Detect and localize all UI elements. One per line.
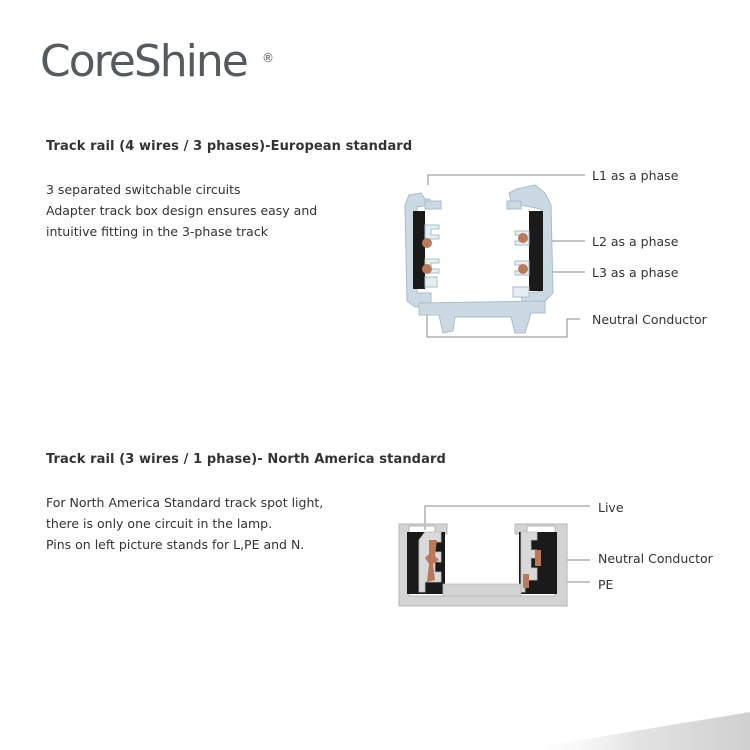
na-label-pe: PE — [598, 577, 614, 592]
na-section-title: Track rail (3 wires / 1 phase)- North America standard — [46, 452, 446, 467]
na-description-line: Pins on left picture stands for L,PE and N. — [46, 537, 305, 552]
eu-contact-l2 — [518, 233, 528, 243]
eu-track-rail-diagram — [395, 165, 595, 345]
na-description — [46, 492, 323, 555]
na-description-line: there is only one circuit in the lamp. — [46, 516, 273, 531]
na-description-line: For North America Standard track spot light, — [46, 495, 324, 510]
eu-contact-l3 — [518, 264, 528, 274]
brand-name: CoreShine — [40, 36, 247, 87]
leader-l1 — [428, 175, 585, 185]
eu-rail-profile — [405, 185, 553, 333]
na-contact-pe — [523, 574, 529, 588]
eu-contact-l1 — [422, 238, 432, 248]
eu-description-line: 3 separated switchable circuits — [46, 182, 241, 197]
registered-mark: ® — [262, 51, 274, 65]
eu-contact-neutral — [422, 264, 432, 274]
na-track-rail-diagram — [395, 500, 595, 610]
brand-logo — [40, 34, 274, 90]
eu-label-l3: L3 as a phase — [592, 265, 679, 280]
na-contact-neutral — [535, 550, 541, 566]
eu-description-line: intuitive fitting in the 3-phase track — [46, 224, 268, 239]
eu-section-title: Track rail (4 wires / 3 phases)-European standard — [46, 139, 413, 154]
na-label-neutral: Neutral Conductor — [598, 551, 713, 566]
eu-label-l2: L2 as a phase — [592, 234, 679, 249]
eu-description — [46, 179, 317, 242]
eu-description-line: Adapter track box design ensures easy and — [46, 203, 318, 218]
na-label-live: Live — [598, 500, 624, 515]
na-rail-profile — [399, 524, 567, 606]
eu-label-l1: L1 as a phase — [592, 168, 679, 183]
eu-label-neutral: Neutral Conductor — [592, 312, 707, 327]
